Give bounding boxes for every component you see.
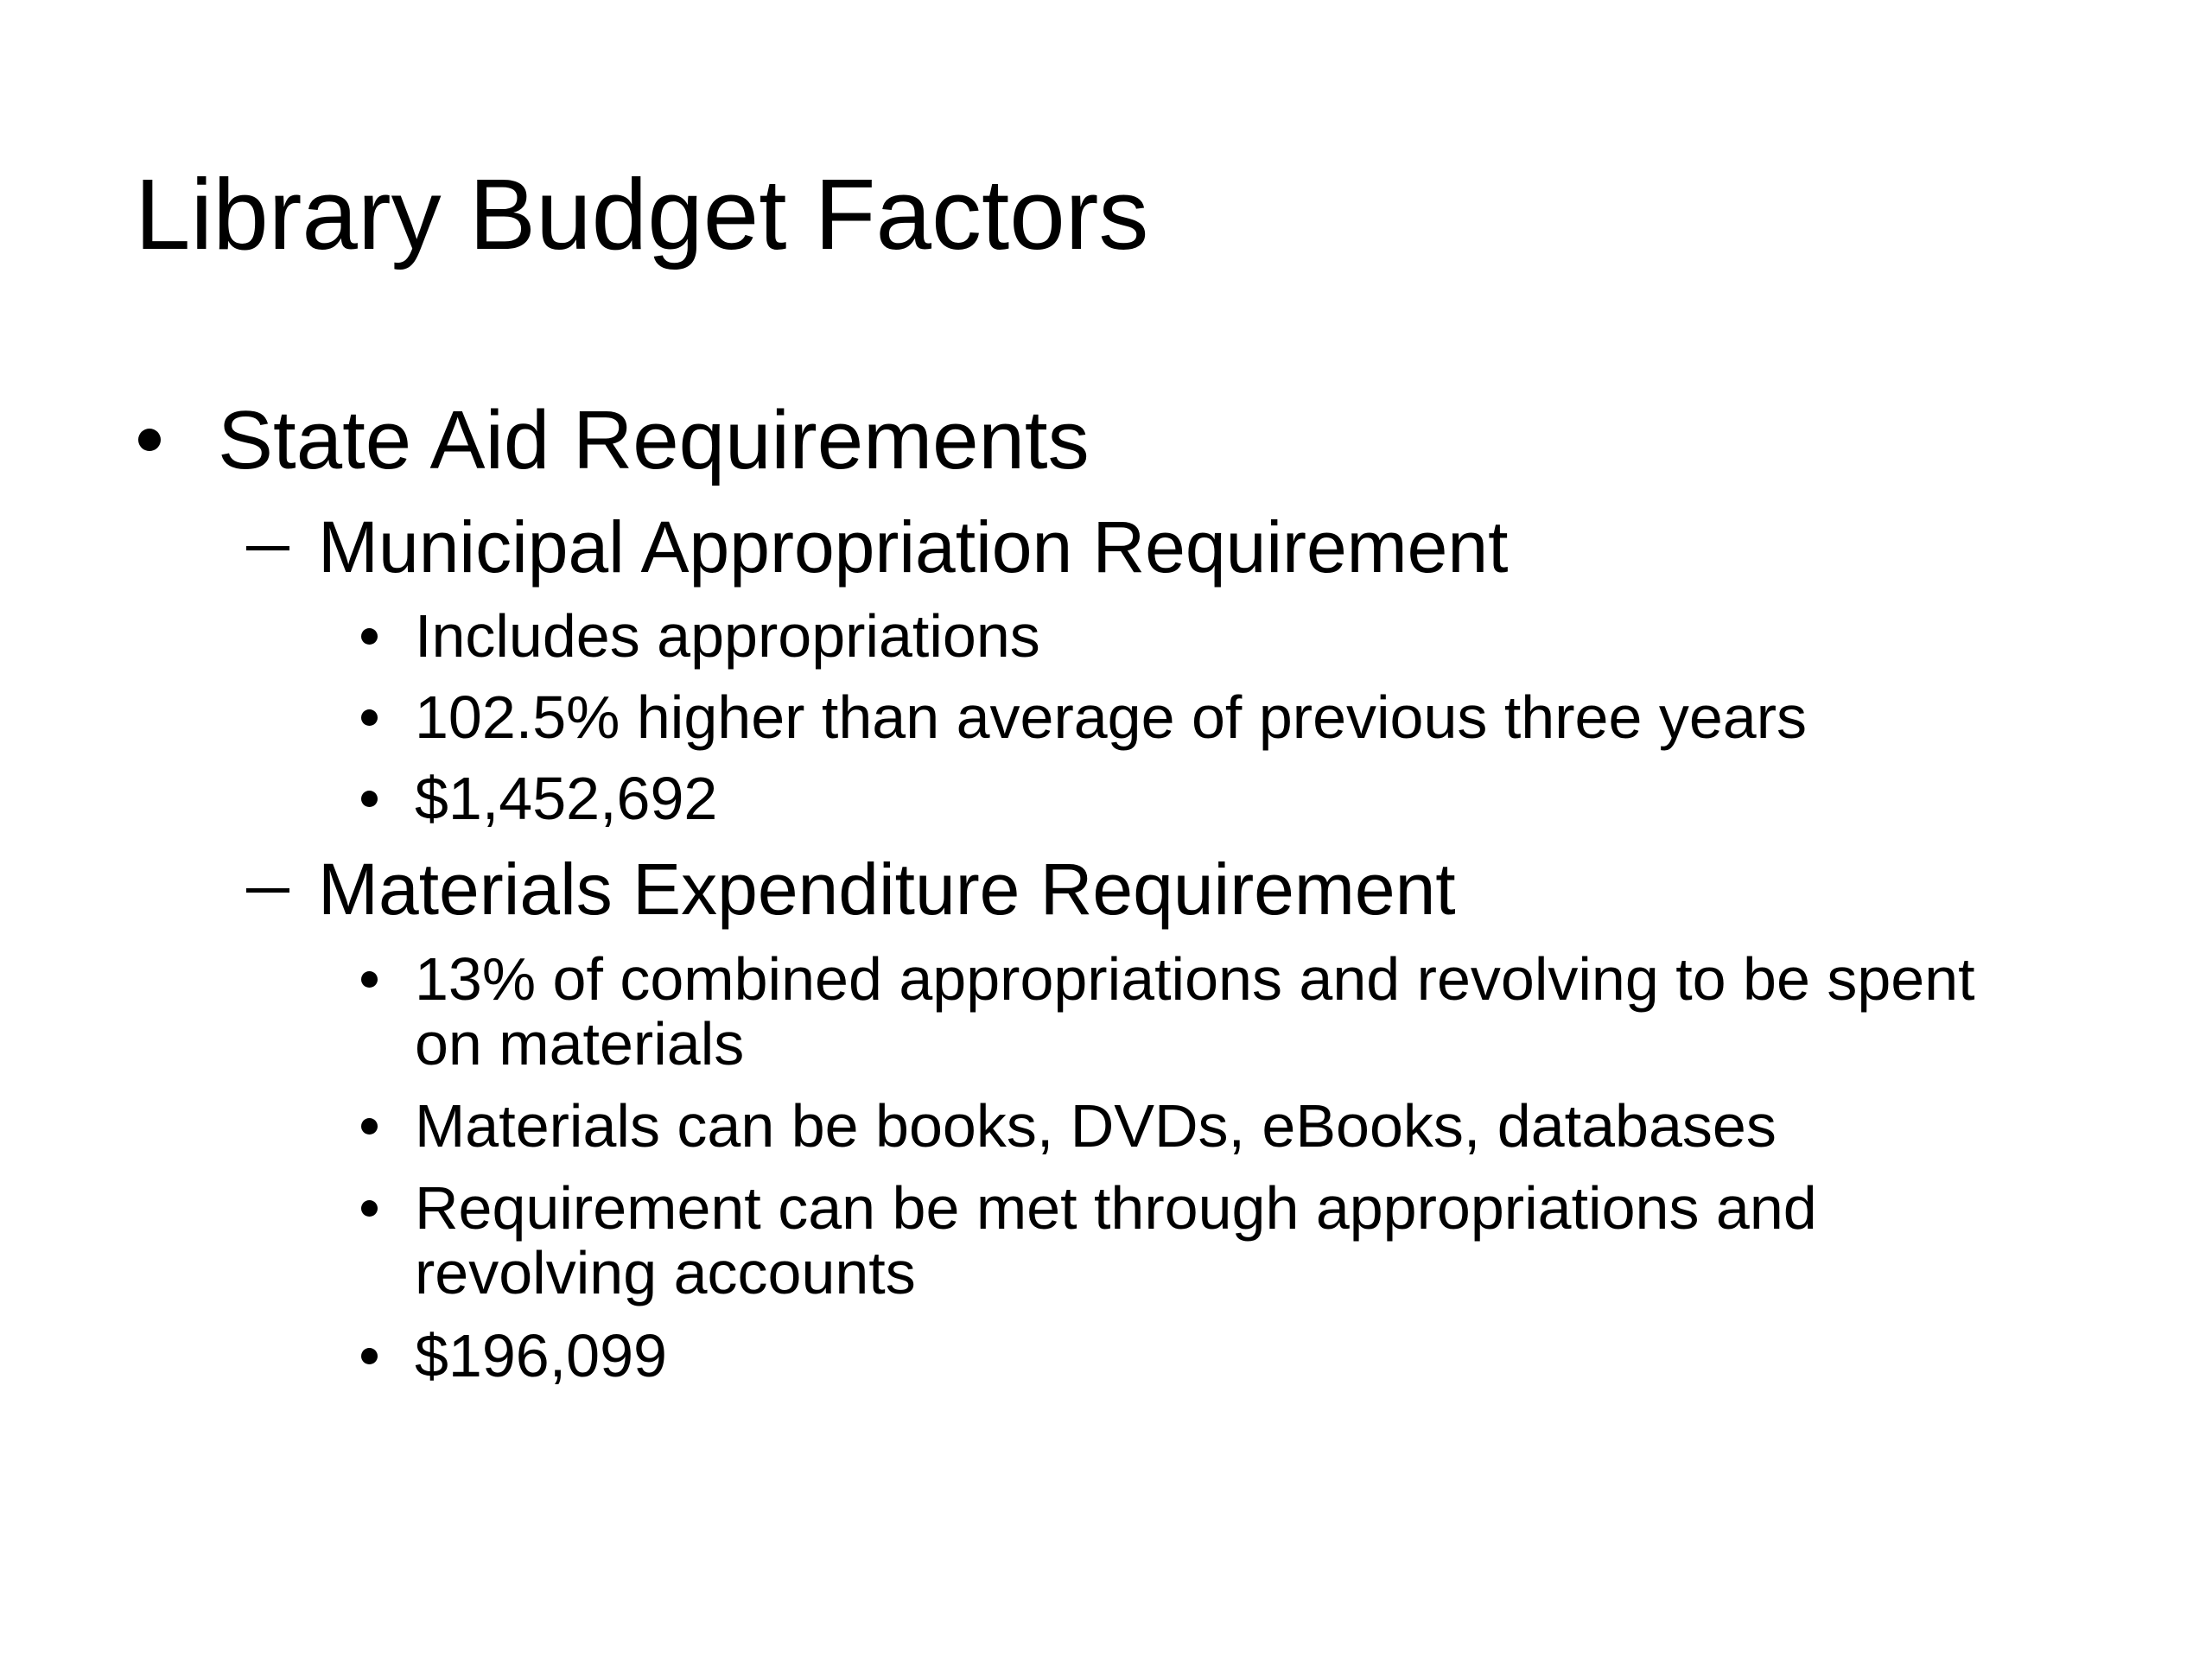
bullet-dot-icon [361,1118,378,1135]
item-materials-types: Materials can be books, DVDs, eBooks, databases [415,1092,1777,1160]
item-higher-than-average: 102.5% higher than average of previous three years [415,683,1808,751]
item-municipal-amount: $1,452,692 [415,765,718,832]
bullet-dot-icon [361,628,378,645]
dash-icon [246,888,289,893]
item-includes-appropriations: Includes appropriations [415,602,1040,670]
sub-bullet-materials: Materials Expenditure Requirement [318,849,1456,930]
item-requirement-met-line2: revolving accounts [415,1239,916,1306]
bullet-dot-icon [361,709,378,726]
item-materials-amount: $196,099 [415,1322,667,1389]
bullet-dot-icon [361,791,378,807]
bullet-dot-icon [361,1200,378,1217]
bullet-state-aid: State Aid Requirements [218,394,1090,486]
bullet-dot-icon [361,971,378,988]
bullet-dot-icon [361,1348,378,1364]
item-combined-appropriations-line1: 13% of combined appropriations and revolving to be spent [415,945,1975,1013]
item-combined-appropriations-line2: on materials [415,1010,745,1077]
sub-bullet-municipal: Municipal Appropriation Requirement [318,506,1509,588]
dash-icon [246,546,289,550]
slide-title: Library Budget Factors [135,158,1149,270]
item-requirement-met-line1: Requirement can be met through appropriations and [415,1174,1817,1242]
bullet-dot-icon [138,429,161,451]
